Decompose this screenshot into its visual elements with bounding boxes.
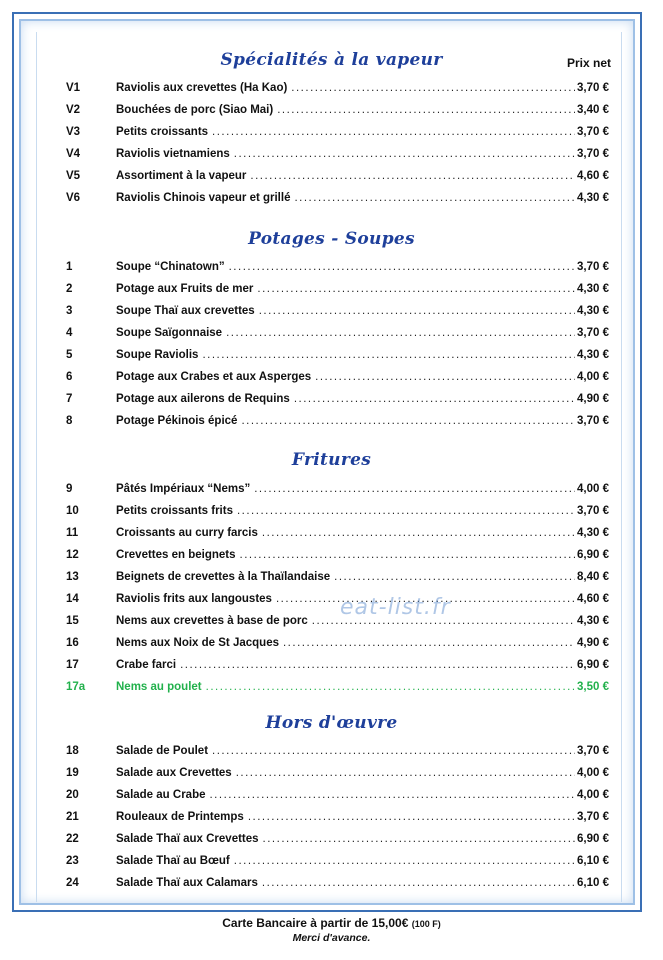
menu-item-name: Potage Pékinois épicé: [116, 415, 238, 427]
dot-leader: [262, 877, 575, 889]
menu-item: [0, 344, 663, 366]
menu-item-line: [116, 192, 609, 204]
section-title-vapeur: Spécialités à la vapeur: [220, 50, 443, 70]
menu-item: [0, 278, 663, 300]
menu-item-code: 17: [66, 659, 79, 671]
dot-leader: [263, 833, 575, 845]
menu-item-name: Raviolis Chinois vapeur et grillé: [116, 192, 291, 204]
section-items-fritures: [0, 478, 663, 698]
dot-leader: [283, 637, 575, 649]
section-items-hors-doeuvre: [0, 740, 663, 894]
menu-item-line: [116, 283, 609, 295]
menu-item-name: Nems aux crevettes à base de porc: [116, 615, 308, 627]
menu-item-name: Assortiment à la vapeur: [116, 170, 247, 182]
menu-item-name: Petits croissants frits: [116, 505, 233, 517]
menu-item-code: V2: [66, 104, 81, 116]
menu-item-price: 3,40 €: [577, 104, 609, 116]
dot-leader: [212, 745, 575, 757]
menu-item-line: [116, 483, 609, 495]
menu-item-price: 6,10 €: [577, 877, 609, 889]
menu-item-name: Nems au poulet: [116, 681, 202, 693]
menu-item-line: [116, 82, 609, 94]
menu-item-line: [116, 789, 609, 801]
menu-item-price: 4,30 €: [577, 283, 609, 295]
menu-item: [0, 300, 663, 322]
menu-item: [0, 187, 663, 209]
menu-item-price: 6,10 €: [577, 855, 609, 867]
dot-leader: [262, 527, 575, 539]
menu-item-name: Petits croissants: [116, 126, 209, 138]
menu-item-price: 4,00 €: [577, 483, 609, 495]
menu-item-price: 4,00 €: [577, 767, 609, 779]
dot-leader: [206, 681, 575, 693]
menu-item-code: V6: [66, 192, 81, 204]
menu-item-price: 4,00 €: [577, 789, 609, 801]
menu-item-price: 4,30 €: [577, 305, 609, 317]
menu-item-line: [116, 527, 609, 539]
menu-item-name: Salade aux Crevettes: [116, 767, 232, 779]
menu-item-price: 4,30 €: [577, 349, 609, 361]
menu-item-code: 12: [66, 549, 79, 561]
menu-item-name: Crevettes en beignets: [116, 549, 236, 561]
menu-item-line: [116, 305, 609, 317]
menu-item-code: 8: [66, 415, 73, 427]
menu-item-price: 3,70 €: [577, 415, 609, 427]
menu-item-price: 6,90 €: [577, 833, 609, 845]
menu-item-name: Raviolis aux crevettes (Ha Kao): [116, 82, 288, 94]
menu-item-name: Salade Thaï aux Crevettes: [116, 833, 259, 845]
footer-payment-note: [0, 916, 663, 930]
dot-leader: [229, 261, 575, 273]
menu-item-line: [116, 371, 609, 383]
dot-leader: [294, 192, 575, 204]
menu-item: [0, 762, 663, 784]
dot-leader: [212, 126, 575, 138]
menu-item-name: Soupe “Chinatown”: [116, 261, 225, 273]
menu-item-name: Pâtés Impériaux “Nems”: [116, 483, 251, 495]
menu-item-price: 3,70 €: [577, 505, 609, 517]
menu-item-code: 18: [66, 745, 79, 757]
menu-item-name: Salade de Poulet: [116, 745, 209, 757]
menu-item-price: 4,60 €: [577, 170, 609, 182]
menu-item-line: [116, 811, 609, 823]
menu-item-name: Bouchées de porc (Siao Mai): [116, 104, 274, 116]
menu-item-line: [116, 393, 609, 405]
footer-thanks: Merci d'avance.: [292, 932, 371, 944]
dot-leader: [294, 393, 575, 405]
menu-item-line: [116, 571, 609, 583]
menu-item-name: Soupe Saïgonnaise: [116, 327, 223, 339]
menu-item: [0, 388, 663, 410]
menu-item-code: 3: [66, 305, 73, 317]
menu-item-code: V1: [66, 82, 81, 94]
menu-item-code: 14: [66, 593, 79, 605]
menu-item-code: 4: [66, 327, 73, 339]
menu-item-line: [116, 659, 609, 671]
menu-item: [0, 500, 663, 522]
menu-item-line: [116, 681, 609, 693]
menu-item-price: 3,70 €: [577, 327, 609, 339]
menu-item-price: 3,50 €: [577, 681, 609, 693]
menu-item-code: 7: [66, 393, 73, 405]
menu-item-line: [116, 637, 609, 649]
menu-item-code: 24: [66, 877, 79, 889]
menu-item-code: V5: [66, 170, 81, 182]
menu-item-price: 3,70 €: [577, 82, 609, 94]
menu-item-name: Potage aux Crabes et aux Asperges: [116, 371, 312, 383]
menu-item-code: V3: [66, 126, 81, 138]
menu-item-price: 6,90 €: [577, 659, 609, 671]
menu-item-code: 15: [66, 615, 79, 627]
menu-item: [0, 676, 663, 698]
prix-net-label: Prix net: [566, 56, 611, 70]
menu-item-price: 3,70 €: [577, 126, 609, 138]
menu-item-code: 5: [66, 349, 73, 361]
menu-item: [0, 806, 663, 828]
menu-item: [0, 654, 663, 676]
menu-item-price: 4,30 €: [577, 192, 609, 204]
menu-item-price: 4,90 €: [577, 637, 609, 649]
footer-card-text: Carte Bancaire à partir de 15,00€: [222, 916, 409, 930]
watermark: eat-list.fr: [340, 595, 451, 620]
menu-item-price: 4,30 €: [577, 615, 609, 627]
dot-leader: [254, 483, 575, 495]
menu-item-price: 6,90 €: [577, 549, 609, 561]
dot-leader: [315, 371, 575, 383]
menu-item-line: [116, 349, 609, 361]
menu-item-name: Potage aux ailerons de Requins: [116, 393, 290, 405]
menu-item-code: 21: [66, 811, 79, 823]
menu-item-name: Rouleaux de Printemps: [116, 811, 244, 823]
dot-leader: [250, 170, 575, 182]
menu-item: [0, 322, 663, 344]
dot-leader: [209, 789, 575, 801]
menu-item-line: [116, 745, 609, 757]
menu-item-name: Raviolis frits aux langoustes: [116, 593, 272, 605]
dot-leader: [234, 855, 575, 867]
menu-item: [0, 522, 663, 544]
menu-item: [0, 410, 663, 432]
menu-item: [0, 828, 663, 850]
menu-item-code: 16: [66, 637, 79, 649]
menu-item-price: 4,00 €: [577, 371, 609, 383]
section-header-vapeur: [0, 48, 663, 74]
menu-item-line: [116, 126, 609, 138]
menu-item: [0, 478, 663, 500]
menu-item-line: [116, 170, 609, 182]
menu-item-line: [116, 549, 609, 561]
section-title-soupes: Potages - Soupes: [248, 229, 415, 249]
menu-item-line: [116, 327, 609, 339]
menu-item-line: [116, 261, 609, 273]
menu-item-price: 8,40 €: [577, 571, 609, 583]
menu-item-line: [116, 833, 609, 845]
menu-item-line: [116, 855, 609, 867]
menu-item-code: 11: [66, 527, 79, 539]
menu-item-code: 17a: [66, 681, 86, 693]
menu-item-code: 23: [66, 855, 79, 867]
menu-item: [0, 165, 663, 187]
menu-item-name: Soupe Raviolis: [116, 349, 199, 361]
menu-item-line: [116, 415, 609, 427]
dot-leader: [291, 82, 575, 94]
dot-leader: [334, 571, 575, 583]
menu-item-code: V4: [66, 148, 81, 160]
dot-leader: [180, 659, 575, 671]
dot-leader: [241, 415, 575, 427]
dot-leader: [234, 148, 575, 160]
menu-item-code: 20: [66, 789, 79, 801]
menu-item-code: 2: [66, 283, 73, 295]
menu-item-price: 3,70 €: [577, 811, 609, 823]
menu-item-price: 4,90 €: [577, 393, 609, 405]
menu-item: [0, 544, 663, 566]
dot-leader: [236, 767, 575, 779]
section-title-hors-doeuvre: Hors d'œuvre: [265, 713, 398, 733]
menu-item: [0, 366, 663, 388]
menu-item-line: [116, 104, 609, 116]
menu-item-name: Raviolis vietnamiens: [116, 148, 230, 160]
menu-item: [0, 632, 663, 654]
section-title-fritures: Fritures: [291, 450, 372, 470]
dot-leader: [248, 811, 575, 823]
menu-item: [0, 740, 663, 762]
menu-item: [0, 256, 663, 278]
menu-item-price: 3,70 €: [577, 261, 609, 273]
menu-item-line: [116, 148, 609, 160]
menu-item-price: 4,60 €: [577, 593, 609, 605]
menu-item-code: 6: [66, 371, 73, 383]
menu-item-price: 3,70 €: [577, 148, 609, 160]
menu-item: [0, 143, 663, 165]
menu-item-code: 1: [66, 261, 73, 273]
footer-franc-amount: (100 F): [411, 919, 441, 929]
menu-item-name: Beignets de crevettes à la Thaïlandaise: [116, 571, 331, 583]
menu-item: [0, 99, 663, 121]
section-items-vapeur: [0, 77, 663, 209]
menu-item-name: Salade Thaï aux Calamars: [116, 877, 258, 889]
menu-item: [0, 121, 663, 143]
menu-item-code: 9: [66, 483, 73, 495]
menu-item-name: Crabe farci: [116, 659, 177, 671]
menu-item-line: [116, 505, 609, 517]
menu-item-code: 22: [66, 833, 79, 845]
menu-item-name: Nems aux Noix de St Jacques: [116, 637, 279, 649]
menu-item: [0, 784, 663, 806]
footer: [0, 916, 663, 944]
dot-leader: [277, 104, 575, 116]
menu-item: [0, 566, 663, 588]
menu-item-code: 19: [66, 767, 79, 779]
menu-item: [0, 77, 663, 99]
menu-item-price: 4,30 €: [577, 527, 609, 539]
dot-leader: [240, 549, 576, 561]
menu-item-price: 3,70 €: [577, 745, 609, 757]
menu-item-name: Salade au Crabe: [116, 789, 206, 801]
menu-item-code: 13: [66, 571, 79, 583]
menu-item: [0, 588, 663, 610]
dot-leader: [259, 305, 575, 317]
menu-item-line: [116, 767, 609, 779]
dot-leader: [202, 349, 575, 361]
menu-item: [0, 850, 663, 872]
menu-item: [0, 872, 663, 894]
menu-item-name: Salade Thaï au Bœuf: [116, 855, 230, 867]
dot-leader: [226, 327, 575, 339]
menu-item: [0, 610, 663, 632]
dot-leader: [237, 505, 575, 517]
menu-item-name: Croissants au curry farcis: [116, 527, 258, 539]
menu-item-name: Potage aux Fruits de mer: [116, 283, 254, 295]
dot-leader: [257, 283, 575, 295]
menu-item-name: Soupe Thaï aux crevettes: [116, 305, 255, 317]
section-items-soupes: [0, 256, 663, 432]
menu-item-code: 10: [66, 505, 79, 517]
menu-item-line: [116, 877, 609, 889]
